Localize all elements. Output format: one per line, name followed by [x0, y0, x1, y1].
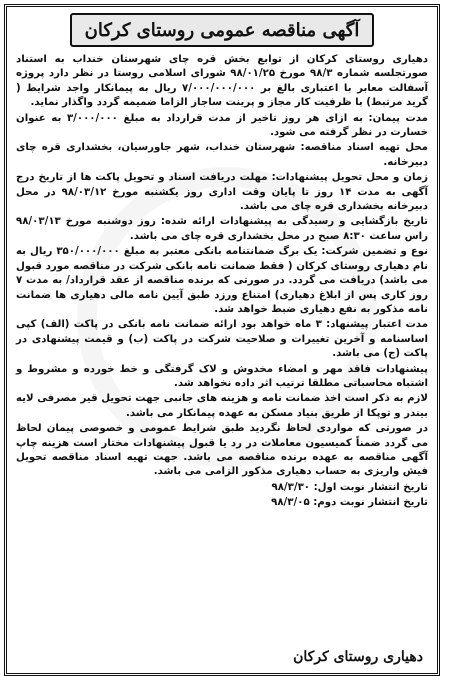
paragraph-opening-date: تاریخ بازگشایی و رسیدگی به پیشنهادات ارائه شده: روز دوشنبه مورخ ۹۸/۰۳/۱۳ راس ساعت ۸:۳۰ صبح در محل بخشداری قره چای می باشد.: [16, 216, 428, 242]
publish-date-second: تاریخ انتشار نوبت دوم: ۹۸/۳/۰۵: [271, 497, 428, 509]
publish-date-first: تاریخ انتشار نوبت اول: ۹۸/۳/۳۰: [271, 481, 428, 493]
title-box: [70, 13, 374, 47]
paragraph-intro: دهیاری روستای کرکان از توابع بخش قره چای شهرستان خنداب به استناد صورتجلسه شماره ۹۸/۳ مورخ ۹۸/۰۱/۲۵ شورای اسلامی روستا در نظر دارد پروژه آسفالت معابر با اعتباری بالغ بر ۷/۰۰۰/۰۰۰/۰۰۰ ریال به پیمانکار واجد شرایط ( گرید مرتبط) با ظرفیت کار مجاز و پرینت ساجار الزاما ضمیمه گردد واگذار نماید.: [16, 54, 428, 109]
paragraph-guarantee: نوع و تضمین شرکت: یک برگ ضمانتنامه بانکی معتبر به مبلغ ۳۵۰/۰۰۰/۰۰۰ ریال به نام دهیاری روستای کرکان ( فقط ضمانت نامه بانکی شرکت در مناقصه مورد قبول می باشد) دریافت می گردد. در صورتی که برنده مناقصه از عقد قرارداد/ به مدت ۷ روز کاری پس از ابلاغ دهیاری) امتناع ورزد طبق آیین نامه مالی دهیاری ها ضمانت نامه مذکور به نفع دهیاری ضبط خواهد شد.: [16, 246, 428, 315]
notice-title: آگهی مناقصه عمومی روستای کرکان: [84, 19, 360, 41]
paragraph-validity: مدت اعتبار پیشنهاد: ۳ ماه خواهد بود ارائه ضمانت نامه بانکی در پاکت (الف) کپی اساسنامه و آخرین تغییرات و صلاحیت شرکت در پاکت (ب) و قیمت پیشنهادی در پاکت (ج) می باشد.: [16, 319, 428, 360]
paragraph-contract-term: مدت پیمان: به ازای هر روز تاخیر از مدت قرارداد به مبلغ ۳/۰۰۰/۰۰۰ به عنوان خسارت در نظر گرفته می شود.: [16, 112, 428, 139]
notice-body: [7, 51, 437, 511]
tender-notice: [4, 4, 440, 676]
paragraph-invalid-offers: پیشنهادات فاقد مهر و امضاء مخدوش و لاک گرفتگی و خط خورده و مشروط و اشتباه محاسباتی مطلقا ترتیب اثر داده نخواهد شد.: [16, 363, 428, 389]
paragraph-submission: زمان و محل تحویل پیشنهادات: مهلت دریافت اسناد و تحویل پاکت ها از تاریخ درج آگهی به مدت ۱۴ روز تا پایان وقت اداری روز یکشنبه مورخ ۹۸/۰۳/۱۲ در محل دبیرخانه بخشداری قره چای می باشد.: [16, 172, 429, 213]
paragraph-general-conditions: در صورتی که مواردی لحاظ نگردید طبق شرایط عمومی و خصوصی پیمان لحاظ می گردد ضمناً کمیسیون معاملات در رد یا قبول پیشنهادات مختار است هزینه چاپ آگهی مناقصه به عهده برنده مناقصه می باشد. جهت تهیه اسناد مناقصه تحویل فیش واریزی به حساب دهیاری مذکور الزامی می باشد.: [16, 423, 428, 478]
paragraph-documents-location: محل تهیه اسناد مناقصه: شهرستان خنداب، شهر جاورسیان، بخشداری قره چای دبیرخانه.: [16, 142, 428, 168]
issuer-signature: دهیاری روستای کرکان: [293, 649, 423, 665]
paragraph-contractor-costs: لازم به ذکر است اخذ ضمانت نامه و هزینه های جانبی جهت تحویل قیر مصرفی لایه بیندر و توپکا از طریق بنیاد مسکن به عهده پیمانکار می باشد.: [16, 393, 428, 419]
